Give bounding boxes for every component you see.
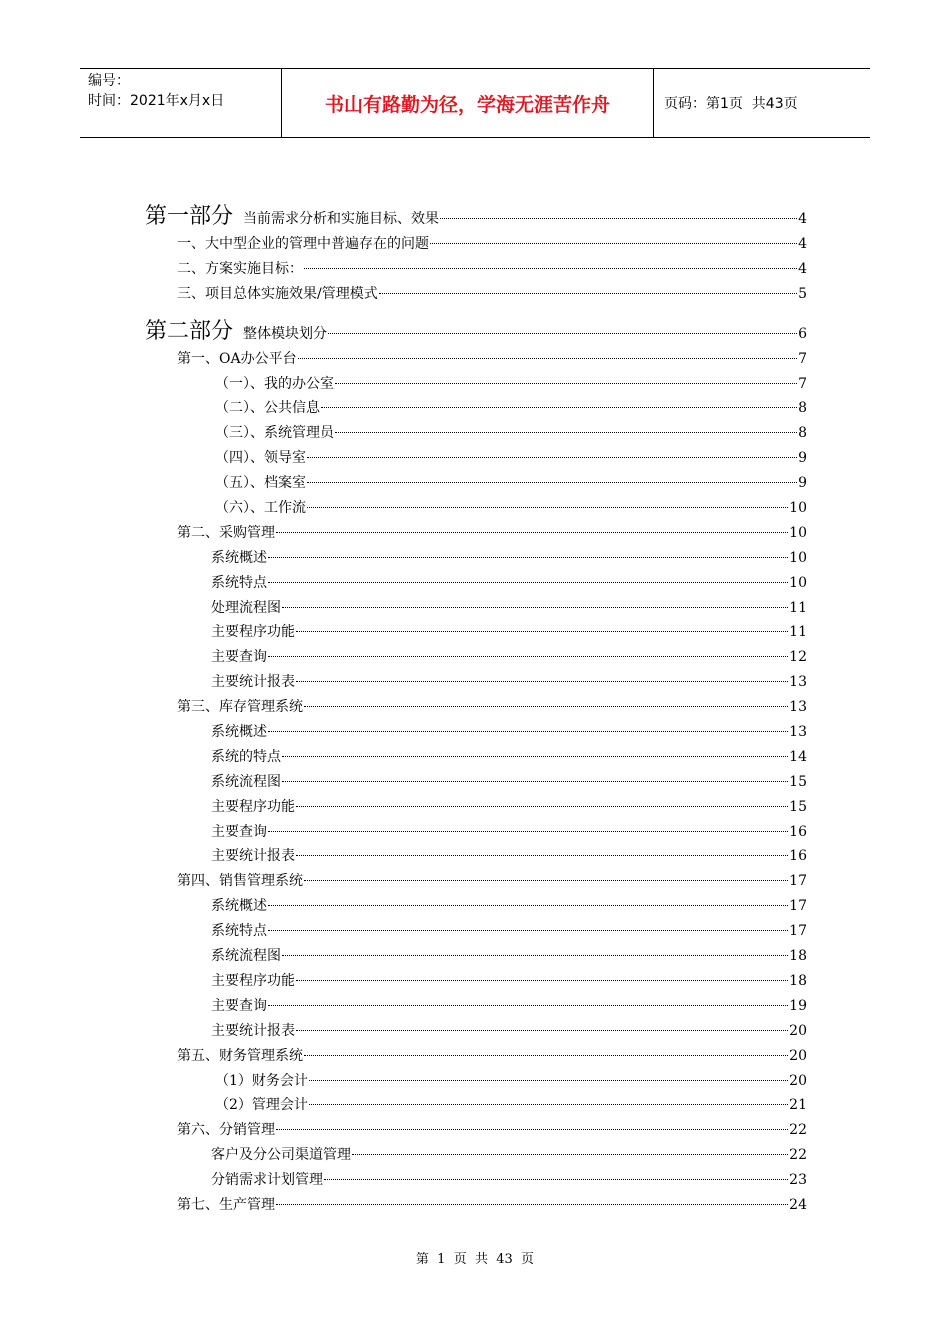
toc-entry[interactable]: （六）、工作流 10: [215, 500, 807, 517]
toc-entry[interactable]: 系统概述 10: [211, 549, 807, 566]
toc-entry[interactable]: 主要查询 12: [211, 649, 807, 666]
toc-entry[interactable]: （四）、领导室 9: [215, 450, 807, 467]
toc-entry[interactable]: 一、大中型企业的管理中普遍存在的问题 4: [177, 236, 807, 252]
toc-entry[interactable]: 二、方案实施目标： 4: [177, 260, 807, 277]
toc-entry[interactable]: （三）、系统管理员 8: [215, 425, 807, 442]
part-subtitle: 整体模块划分: [243, 325, 328, 342]
toc-entry[interactable]: 主要程序功能 11: [211, 624, 807, 641]
toc-entry[interactable]: 处理流程图 11: [211, 599, 807, 616]
toc-entry[interactable]: 主要程序功能 15: [211, 798, 807, 815]
part-title: 第二部分: [145, 318, 234, 344]
page-number: 4: [798, 211, 807, 227]
toc-entry[interactable]: （一）、我的办公室 7: [215, 375, 807, 392]
toc-entry[interactable]: 主要查询 16: [211, 823, 807, 840]
toc-entry[interactable]: 主要统计报表 13: [211, 674, 807, 691]
page-header: [80, 68, 870, 138]
toc-section[interactable]: 第四、销售管理系统 17: [177, 873, 807, 890]
dot-leader: [440, 218, 797, 219]
header-page-info: 页码：第1页 共43页: [664, 96, 798, 112]
time-label: 时间：2021年x月x日: [88, 93, 225, 109]
toc-section[interactable]: 第六、分销管理 22: [177, 1122, 807, 1139]
toc-entry[interactable]: 系统特点 17: [211, 923, 807, 940]
toc-section[interactable]: 第一、OA办公平台 7: [177, 350, 807, 367]
toc-entry[interactable]: 主要查询 19: [211, 997, 807, 1014]
toc-entry[interactable]: （五）、档案室 9: [215, 475, 807, 492]
toc-entry[interactable]: （2）管理会计 21: [215, 1097, 807, 1114]
header-meta: [80, 69, 282, 137]
toc-entry[interactable]: 系统流程图 15: [211, 773, 807, 790]
toc-entry[interactable]: 主要统计报表 20: [211, 1022, 807, 1039]
toc-entry[interactable]: 客户及分公司渠道管理 22: [211, 1147, 807, 1164]
toc-entry[interactable]: 分销需求计划管理 23: [211, 1172, 807, 1189]
toc-entry[interactable]: 系统特点 10: [211, 574, 807, 591]
header-motto: 书山有路勤为径，学海无涯苦作舟: [282, 69, 654, 137]
table-of-contents: [145, 195, 807, 1219]
toc-entry[interactable]: 系统概述 13: [211, 724, 807, 741]
dot-leader: [328, 333, 797, 334]
toc-section[interactable]: 第七、生产管理 24: [177, 1196, 807, 1213]
toc-entry[interactable]: 主要统计报表 16: [211, 848, 807, 865]
part-title: 第一部分: [145, 204, 234, 229]
toc-entry[interactable]: 系统概述 17: [211, 898, 807, 915]
toc-entry[interactable]: 系统流程图 18: [211, 948, 807, 965]
number-label: 编号：: [88, 73, 130, 89]
toc-entry[interactable]: 三、项目总体实施效果/管理模式 5: [177, 285, 807, 302]
toc-section[interactable]: 第五、财务管理系统 20: [177, 1047, 807, 1064]
toc-entry[interactable]: 系统的特点 14: [211, 748, 807, 765]
toc-section[interactable]: 第二、采购管理 10: [177, 524, 807, 541]
toc-entry[interactable]: （二）、公共信息 8: [215, 400, 807, 417]
page-number: 6: [798, 325, 807, 342]
toc-part-2[interactable]: [145, 314, 807, 348]
toc-entry[interactable]: 主要程序功能 18: [211, 972, 807, 989]
toc-entry[interactable]: （1）财务会计 20: [215, 1072, 807, 1089]
toc-section[interactable]: 第三、库存管理系统 13: [177, 699, 807, 716]
part-subtitle: 当前需求分析和实施目标、效果: [243, 211, 440, 227]
toc-part-1[interactable]: [145, 199, 807, 233]
page-footer: 第 1 页 共 43 页: [415, 1252, 535, 1267]
